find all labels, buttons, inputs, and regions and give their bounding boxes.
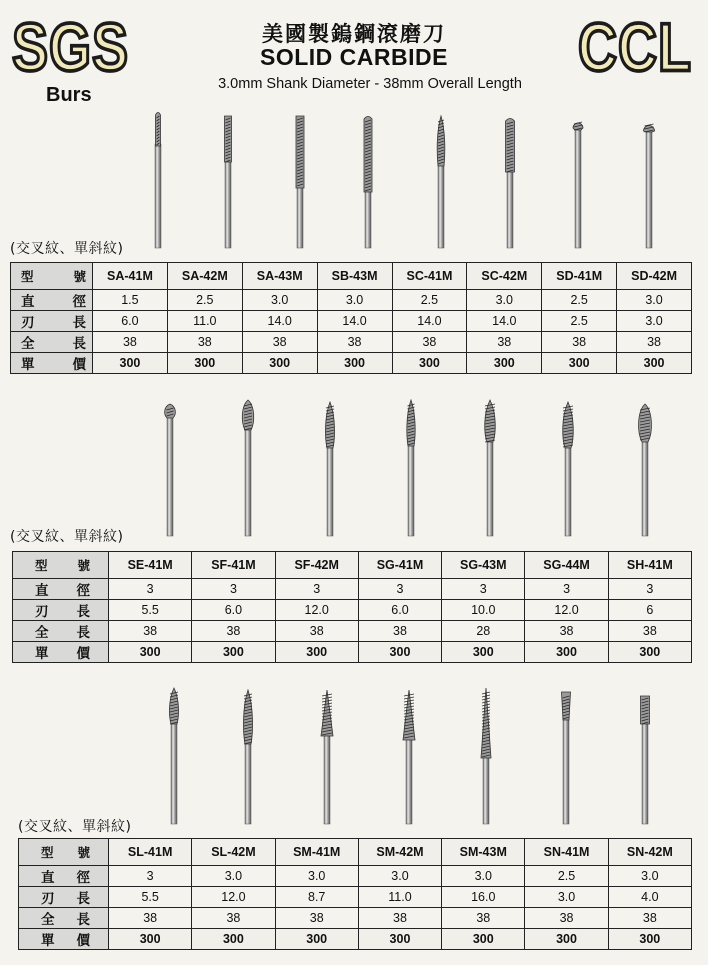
model-cell: SG-43M	[442, 552, 525, 579]
table-cell: 4.0	[608, 887, 691, 908]
table-cell: 300	[467, 353, 542, 374]
table-cell: 38	[317, 332, 392, 353]
table-cell: 3.0	[442, 866, 525, 887]
model-cell: SA-42M	[167, 263, 242, 290]
diameter-row	[11, 290, 692, 311]
table-cell: 6.0	[192, 600, 275, 621]
row-header: 直 徑	[19, 866, 109, 887]
model-row	[19, 839, 692, 866]
table-cell: 300	[442, 929, 525, 950]
subtitle: 3.0mm Shank Diameter - 38mm Overall Length	[218, 76, 522, 92]
row-header: 刃 長	[13, 600, 109, 621]
bur-tool-icon	[407, 400, 415, 536]
model-cell: SM-43M	[442, 839, 525, 866]
table-cell: 38	[617, 332, 692, 353]
model-row	[13, 552, 692, 579]
row-header: 單 價	[11, 353, 93, 374]
table-cell: 6	[608, 600, 691, 621]
table-cell: 38	[608, 908, 691, 929]
table-cell: 300	[608, 929, 691, 950]
overall-length-row	[19, 908, 692, 929]
diameter-row	[13, 579, 692, 600]
table-cell: 300	[167, 353, 242, 374]
table-cell: 300	[525, 642, 608, 663]
table-cell: 3	[109, 579, 192, 600]
table-cell: 300	[275, 929, 358, 950]
bur-tool-icon	[243, 690, 252, 824]
overall-length-row	[13, 621, 692, 642]
row-header: 全 長	[11, 332, 93, 353]
spec-table-2	[12, 551, 692, 663]
bur-tool-icon	[562, 692, 571, 824]
table-cell: 38	[358, 908, 441, 929]
bur-tool-icon	[242, 400, 253, 536]
table-cell: 6.0	[93, 311, 168, 332]
table-cell: 14.0	[392, 311, 467, 332]
table-cell: 38	[275, 621, 358, 642]
cut-length-row	[11, 311, 692, 332]
table-cell: 12.0	[192, 887, 275, 908]
table-cell: 3.0	[192, 866, 275, 887]
burs-illustration-row-1	[0, 108, 708, 256]
table-cell: 38	[608, 621, 691, 642]
table-cell: 3.0	[608, 866, 691, 887]
table-cell: 38	[192, 908, 275, 929]
table-cell: 3.0	[467, 290, 542, 311]
table-cell: 300	[358, 929, 441, 950]
table-cell: 3.0	[275, 866, 358, 887]
table-cell: 300	[317, 353, 392, 374]
bur-tool-icon	[321, 690, 333, 824]
sgs-logo: SGS	[12, 10, 130, 86]
table-cell: 3.0	[617, 311, 692, 332]
table-cell: 38	[242, 332, 317, 353]
model-cell: SA-41M	[93, 263, 168, 290]
bur-tool-icon	[641, 696, 650, 824]
row-header: 全 長	[13, 621, 109, 642]
table-cell: 2.5	[542, 311, 617, 332]
table-cell: 11.0	[167, 311, 242, 332]
table-cell: 3	[442, 579, 525, 600]
table-cell: 300	[192, 642, 275, 663]
table-cell: 300	[392, 353, 467, 374]
table-cell: 2.5	[525, 866, 608, 887]
table-cell: 3.0	[317, 290, 392, 311]
table-cell: 14.0	[317, 311, 392, 332]
model-row	[11, 263, 692, 290]
row-header: 直 徑	[13, 579, 109, 600]
bur-tool-icon	[437, 116, 445, 248]
table-cell: 38	[167, 332, 242, 353]
bur-tool-icon	[563, 402, 574, 536]
table-cell: 1.5	[93, 290, 168, 311]
price-row	[19, 929, 692, 950]
model-cell: SN-41M	[525, 839, 608, 866]
table-cell: 2.5	[167, 290, 242, 311]
table-cell: 300	[109, 642, 192, 663]
bur-tool-icon	[639, 404, 652, 536]
ccl-logo: CCL	[578, 10, 692, 86]
table-cell: 300	[192, 929, 275, 950]
model-cell: SH-41M	[608, 552, 691, 579]
bur-tool-icon	[481, 688, 491, 824]
burs-label: Burs	[46, 84, 92, 106]
table-cell: 14.0	[467, 311, 542, 332]
bur-tool-icon	[506, 119, 515, 249]
model-cell: SG-44M	[525, 552, 608, 579]
bur-tool-icon	[155, 113, 161, 249]
row-header: 型 號	[11, 263, 93, 290]
table-cell: 38	[542, 332, 617, 353]
model-cell: SL-42M	[192, 839, 275, 866]
bur-tool-icon	[325, 402, 334, 536]
spec-table-1	[10, 262, 692, 374]
cut-length-row	[19, 887, 692, 908]
row-header: 全 長	[19, 908, 109, 929]
model-cell: SC-42M	[467, 263, 542, 290]
table-cell: 38	[467, 332, 542, 353]
bur-tool-icon	[165, 404, 176, 536]
burs-illustration-row-2	[0, 396, 708, 542]
price-row	[11, 353, 692, 374]
model-cell: SA-43M	[242, 263, 317, 290]
table-cell: 3.0	[358, 866, 441, 887]
table-cell: 38	[358, 621, 441, 642]
table-cell: 38	[93, 332, 168, 353]
table-cell: 6.0	[358, 600, 441, 621]
table-cell: 28	[442, 621, 525, 642]
model-cell: SC-41M	[392, 263, 467, 290]
table-cell: 300	[542, 353, 617, 374]
model-cell: SN-42M	[608, 839, 691, 866]
burs-illustration-row-3	[0, 684, 708, 830]
row-header: 單 價	[19, 929, 109, 950]
table-cell: 3.0	[242, 290, 317, 311]
table-cell: 300	[442, 642, 525, 663]
bur-tool-icon	[296, 116, 304, 248]
title-english: SOLID CARBIDE	[260, 44, 448, 70]
cut-length-row	[13, 600, 692, 621]
table-cell: 300	[608, 642, 691, 663]
bur-tool-icon	[644, 124, 655, 248]
table-cell: 38	[442, 908, 525, 929]
price-row	[13, 642, 692, 663]
bur-tool-icon	[364, 117, 372, 249]
bur-tool-icon	[403, 690, 415, 824]
table-cell: 12.0	[525, 600, 608, 621]
table-cell: 300	[242, 353, 317, 374]
row-header: 單 價	[13, 642, 109, 663]
overall-length-row	[11, 332, 692, 353]
bur-tool-icon	[225, 116, 232, 248]
model-cell: SM-41M	[275, 839, 358, 866]
model-cell: SF-41M	[192, 552, 275, 579]
table-cell: 3	[525, 579, 608, 600]
table-cell: 2.5	[542, 290, 617, 311]
spec-table-3	[18, 838, 692, 950]
row-header: 刃 長	[11, 311, 93, 332]
table-cell: 3.0	[525, 887, 608, 908]
bur-tool-icon	[573, 122, 583, 248]
section-label-2: (交叉紋、單斜紋)	[10, 529, 124, 545]
model-cell: SD-42M	[617, 263, 692, 290]
table-cell: 11.0	[358, 887, 441, 908]
table-cell: 38	[392, 332, 467, 353]
table-cell: 14.0	[242, 311, 317, 332]
table-cell: 3	[109, 866, 192, 887]
table-cell: 3	[192, 579, 275, 600]
table-cell: 300	[275, 642, 358, 663]
table-cell: 38	[109, 908, 192, 929]
table-cell: 38	[275, 908, 358, 929]
row-header: 型 號	[19, 839, 109, 866]
table-cell: 300	[109, 929, 192, 950]
model-cell: SM-42M	[358, 839, 441, 866]
bur-tool-icon	[485, 400, 496, 536]
table-cell: 300	[617, 353, 692, 374]
model-cell: SF-42M	[275, 552, 358, 579]
table-cell: 38	[525, 621, 608, 642]
model-cell: SL-41M	[109, 839, 192, 866]
table-cell: 16.0	[442, 887, 525, 908]
model-cell: SE-41M	[109, 552, 192, 579]
table-cell: 3	[608, 579, 691, 600]
model-cell: SB-43M	[317, 263, 392, 290]
table-cell: 3	[358, 579, 441, 600]
section-label-1: (交叉紋、單斜紋)	[10, 241, 124, 257]
diameter-row	[19, 866, 692, 887]
row-header: 刃 長	[19, 887, 109, 908]
model-cell: SG-41M	[358, 552, 441, 579]
table-cell: 300	[358, 642, 441, 663]
bur-tool-icon	[169, 688, 178, 824]
section-label-3: (交叉紋、單斜紋)	[18, 819, 132, 835]
table-cell: 300	[525, 929, 608, 950]
table-cell: 3	[275, 579, 358, 600]
table-cell: 2.5	[392, 290, 467, 311]
row-header: 直 徑	[11, 290, 93, 311]
table-cell: 3.0	[617, 290, 692, 311]
row-header: 型 號	[13, 552, 109, 579]
table-cell: 8.7	[275, 887, 358, 908]
table-cell: 38	[109, 621, 192, 642]
table-cell: 5.5	[109, 887, 192, 908]
table-cell: 5.5	[109, 600, 192, 621]
model-cell: SD-41M	[542, 263, 617, 290]
title-chinese: 美國製鎢鋼滾磨刀	[262, 22, 446, 46]
table-cell: 38	[525, 908, 608, 929]
table-cell: 38	[192, 621, 275, 642]
table-cell: 300	[93, 353, 168, 374]
table-cell: 10.0	[442, 600, 525, 621]
table-cell: 12.0	[275, 600, 358, 621]
